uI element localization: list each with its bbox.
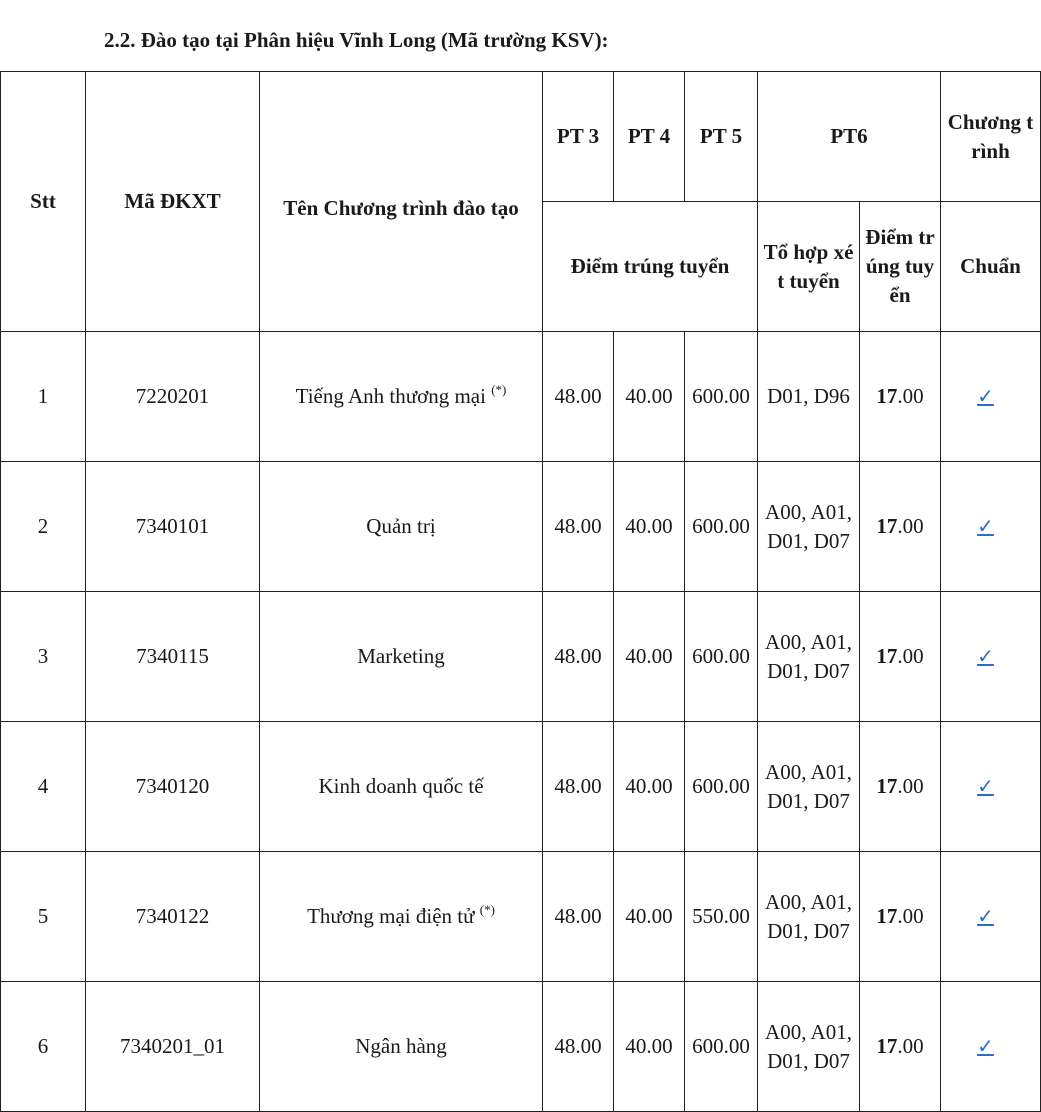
cell-program-name	[260, 722, 543, 852]
cell-code: 7340201_01	[86, 982, 260, 1112]
score-integer: 17	[876, 644, 898, 668]
cell-pt5: 600.00	[685, 462, 758, 592]
cell-program-name	[260, 852, 543, 982]
cell-standard	[941, 332, 1041, 462]
cell-standard	[941, 462, 1041, 592]
section-heading: 2.2. Đào tạo tại Phân hiệu Vĩnh Long (Mã trường KSV):	[104, 28, 609, 52]
cell-pt4: 40.00	[614, 982, 685, 1112]
cell-pt3: 48.00	[543, 982, 614, 1112]
check-icon[interactable]: ✓	[977, 644, 994, 668]
program-name-text: Marketing	[357, 644, 445, 668]
score-integer: 17	[876, 384, 898, 408]
cell-combination: A00, A01, D01, D07	[758, 852, 860, 982]
cell-pt4: 40.00	[614, 592, 685, 722]
table-row	[1, 332, 1041, 462]
cell-combination: A00, A01, D01, D07	[758, 592, 860, 722]
cell-combination: A00, A01, D01, D07	[758, 722, 860, 852]
table-row	[1, 462, 1041, 592]
header-pt6: PT6	[758, 72, 941, 202]
header-program-name	[260, 72, 543, 332]
header-pt4: PT 4	[614, 72, 685, 202]
cell-program-name	[260, 982, 543, 1112]
cell-pt5: 600.00	[685, 982, 758, 1112]
table-row	[1, 722, 1041, 852]
cell-code: 7340101	[86, 462, 260, 592]
header-combination: Tổ hợp xét tuyển	[758, 202, 860, 332]
check-icon[interactable]: ✓	[977, 384, 994, 408]
cell-pt4: 40.00	[614, 462, 685, 592]
cell-pt4: 40.00	[614, 332, 685, 462]
cell-stt: 6	[1, 982, 86, 1112]
cell-pt4: 40.00	[614, 722, 685, 852]
cell-program-name	[260, 332, 543, 462]
cell-pt6-score	[860, 332, 941, 462]
header-row-1	[1, 72, 1041, 202]
cell-pt5: 600.00	[685, 592, 758, 722]
score-decimal: .00	[897, 514, 924, 538]
cell-standard	[941, 852, 1041, 982]
cell-standard	[941, 982, 1041, 1112]
cell-pt6-score	[860, 462, 941, 592]
program-name-text: Kinh doanh quốc tế	[318, 774, 484, 798]
cell-combination: D01, D96	[758, 332, 860, 462]
cell-pt6-score	[860, 592, 941, 722]
header-program-name-text: Tên Chương trình đào tạo	[283, 196, 519, 220]
score-integer: 17	[876, 774, 898, 798]
footnote-marker: (*)	[479, 902, 495, 917]
score-integer: 17	[876, 904, 898, 928]
header-pt5: PT 5	[685, 72, 758, 202]
score-decimal: .00	[897, 774, 924, 798]
check-icon[interactable]: ✓	[977, 904, 994, 928]
score-decimal: .00	[897, 384, 924, 408]
admissions-table	[0, 71, 1041, 1112]
table-row	[1, 852, 1041, 982]
cell-pt5: 600.00	[685, 332, 758, 462]
cell-pt3: 48.00	[543, 722, 614, 852]
cell-stt: 1	[1, 332, 86, 462]
header-pt3: PT 3	[543, 72, 614, 202]
score-decimal: .00	[897, 904, 924, 928]
program-name-text: Thương mại điện tử	[307, 904, 475, 928]
score-integer: 17	[876, 514, 898, 538]
cell-code: 7340122	[86, 852, 260, 982]
cell-program-name	[260, 462, 543, 592]
cell-stt: 4	[1, 722, 86, 852]
cell-combination: A00, A01, D01, D07	[758, 462, 860, 592]
cell-code: 7340120	[86, 722, 260, 852]
program-name-text: Tiếng Anh thương mại	[295, 384, 486, 408]
cell-standard	[941, 722, 1041, 852]
cell-pt5: 600.00	[685, 722, 758, 852]
table-body	[1, 332, 1041, 1112]
score-decimal: .00	[897, 1034, 924, 1058]
cell-combination: A00, A01, D01, D07	[758, 982, 860, 1112]
check-icon[interactable]: ✓	[977, 514, 994, 538]
score-integer: 17	[876, 1034, 898, 1058]
program-name-text: Quản trị	[366, 514, 436, 538]
cell-pt6-score	[860, 722, 941, 852]
cell-pt6-score	[860, 982, 941, 1112]
header-cutoff: Điểm trúng tuyển	[543, 202, 758, 332]
cell-stt: 2	[1, 462, 86, 592]
header-standard: Chuẩn	[941, 202, 1041, 332]
cell-stt: 5	[1, 852, 86, 982]
header-pt6-cutoff: Điểm trúng tuyển	[860, 202, 941, 332]
cell-pt3: 48.00	[543, 462, 614, 592]
score-decimal: .00	[897, 644, 924, 668]
check-icon[interactable]: ✓	[977, 774, 994, 798]
cell-pt3: 48.00	[543, 592, 614, 722]
cell-pt3: 48.00	[543, 332, 614, 462]
cell-stt: 3	[1, 592, 86, 722]
cell-pt6-score	[860, 852, 941, 982]
cell-code: 7340115	[86, 592, 260, 722]
cell-standard	[941, 592, 1041, 722]
cell-pt5: 550.00	[685, 852, 758, 982]
cell-pt3: 48.00	[543, 852, 614, 982]
header-code: Mã ĐKXT	[86, 72, 260, 332]
check-icon[interactable]: ✓	[977, 1034, 994, 1058]
header-stt: Stt	[1, 72, 86, 332]
table-row	[1, 982, 1041, 1112]
table-row	[1, 592, 1041, 722]
cell-code: 7220201	[86, 332, 260, 462]
cell-program-name	[260, 592, 543, 722]
footnote-marker: (*)	[491, 382, 507, 397]
header-program: Chương trình	[941, 72, 1041, 202]
program-name-text: Ngân hàng	[355, 1034, 447, 1058]
cell-pt4: 40.00	[614, 852, 685, 982]
